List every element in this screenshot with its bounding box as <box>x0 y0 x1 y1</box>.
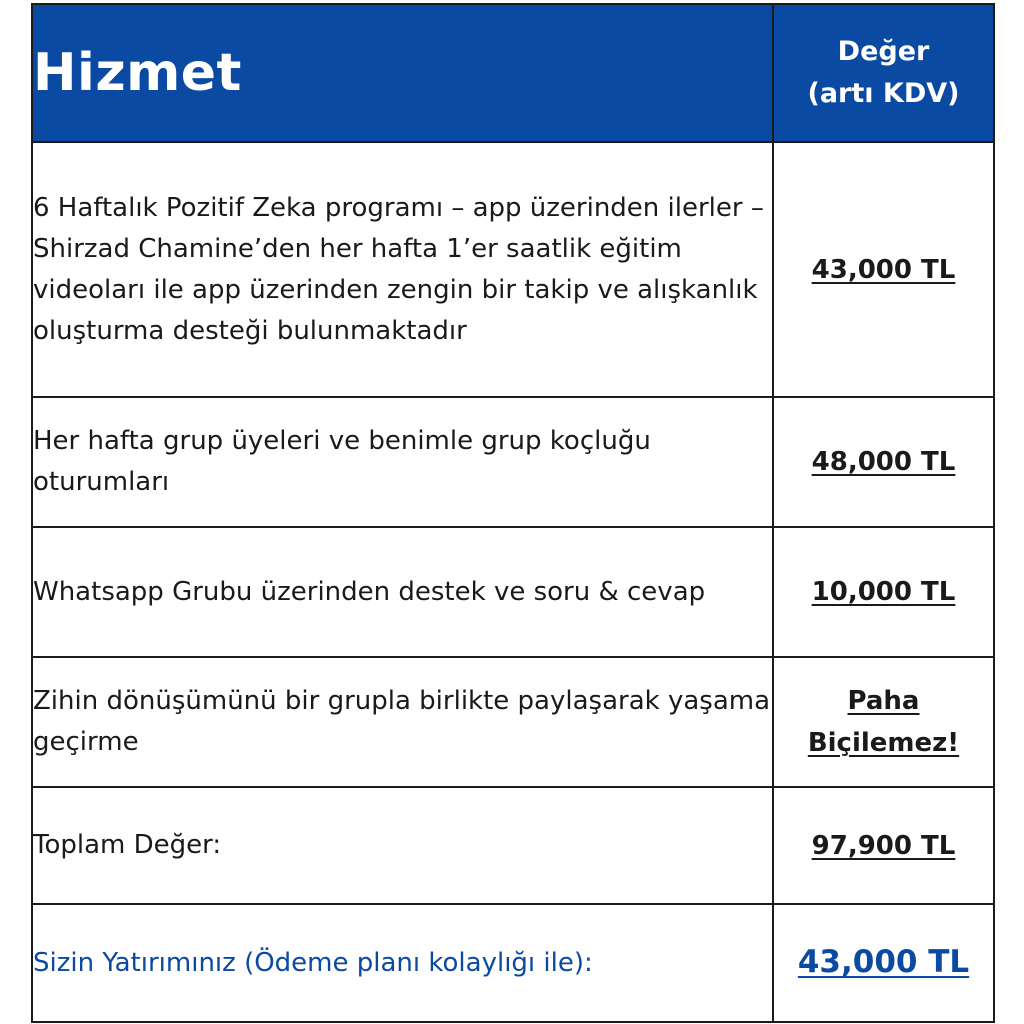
value-amount: 43,000 TL <box>811 254 956 285</box>
row-value <box>773 397 994 527</box>
total-value <box>773 787 994 904</box>
header-value-line1: Değer <box>837 36 930 67</box>
investment-row <box>32 904 994 1022</box>
header-service: Hizmet <box>32 4 773 142</box>
total-label: Toplam Değer: <box>32 787 773 904</box>
row-description: Zihin dönüşümünü bir grupla birlikte paylaşarak yaşama geçirme <box>32 657 773 787</box>
value-amount-line2: Biçilemez! <box>807 728 960 758</box>
investment-value <box>773 904 994 1022</box>
pricing-table-container <box>31 3 993 1021</box>
row-value <box>773 527 994 657</box>
row-value <box>773 142 994 397</box>
value-amount: 48,000 TL <box>811 447 956 477</box>
table-row <box>32 397 994 527</box>
pricing-table <box>31 3 995 1023</box>
row-description: Whatsapp Grubu üzerinden destek ve soru & cevap <box>32 527 773 657</box>
row-description: Her hafta grup üyeleri ve benimle grup koçluğu oturumları <box>32 397 773 527</box>
total-row <box>32 787 994 904</box>
table-row <box>32 142 994 397</box>
total-amount: 97,900 TL <box>811 830 956 861</box>
table-row <box>32 657 994 787</box>
table-header-row <box>32 4 994 142</box>
row-value <box>773 657 994 787</box>
row-description: 6 Haftalık Pozitif Zeka programı – app üzerinden ilerler – Shirzad Chamine’den her hafta 1’er saatlik eğitim videoları ile app üzerinden zengin bir takip ve alışkanlık oluşturma desteği bulunmaktadır <box>32 142 773 397</box>
table-row <box>32 527 994 657</box>
value-amount: 10,000 TL <box>811 577 956 607</box>
investment-label: Sizin Yatırımınız (Ödeme planı kolaylığı ile): <box>32 904 773 1022</box>
header-value-line2: (artı KDV) <box>807 78 960 109</box>
header-value <box>773 4 994 142</box>
investment-amount: 43,000 TL <box>797 944 970 980</box>
value-amount-line1: Paha <box>847 686 920 716</box>
